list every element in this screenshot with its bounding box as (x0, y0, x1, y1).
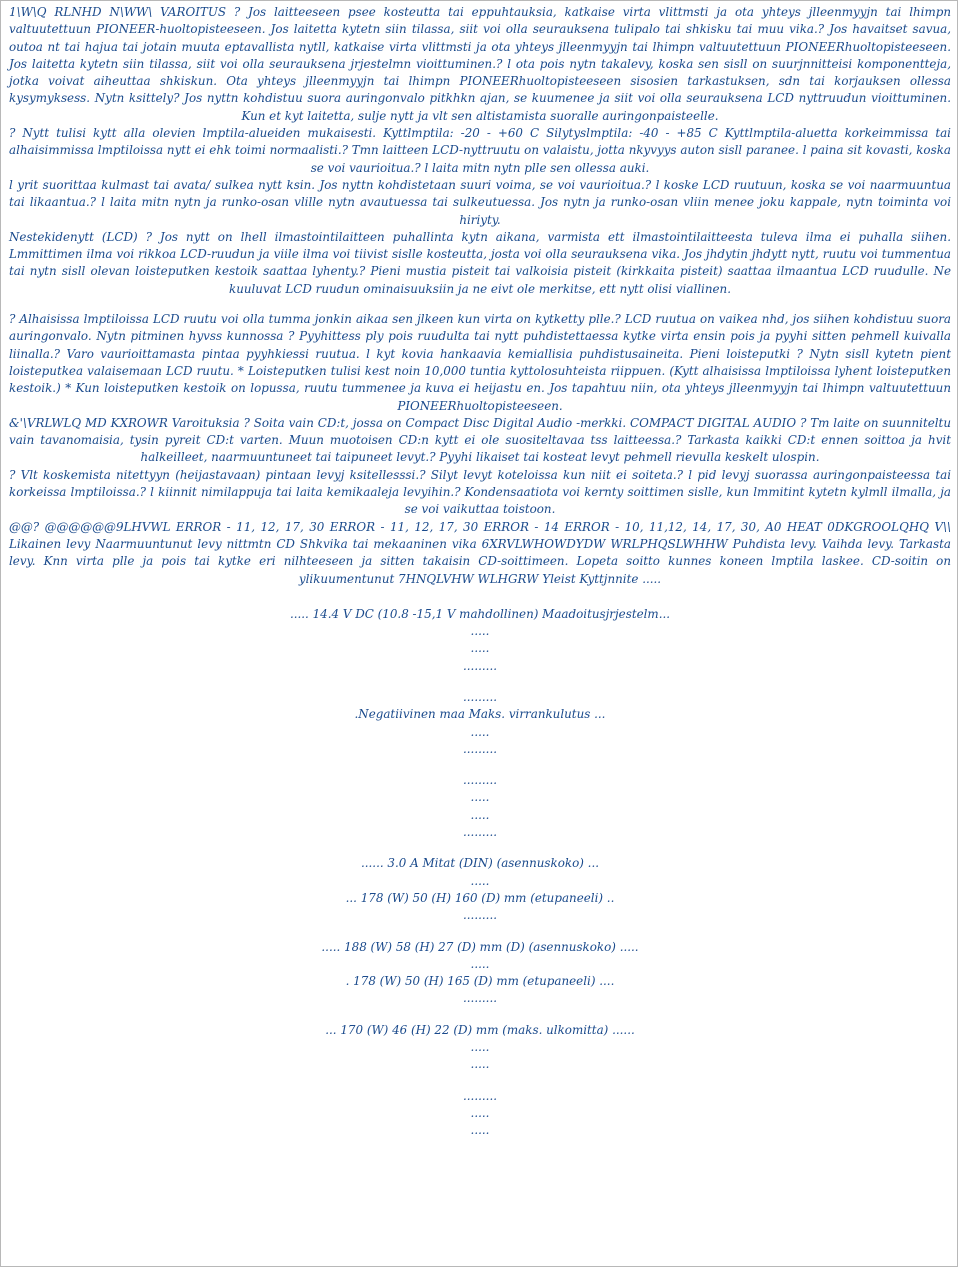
spec-line: ..... (470, 1123, 490, 1138)
document-body (1, 1, 957, 1140)
spec-line: .Negatiivinen maa Maks. virrankulutus ... (354, 707, 606, 722)
spec-line: ..... (470, 1040, 490, 1055)
paragraph-error-table: @@? @@@@@@9LHVWL ERROR - 11, 12, 17, 30 ERROR - 11, 12, 17, 30 ERROR - 14 ERROR - 10, 11,12, 14, 17, 30, A0 HEAT 0DKGROOLQHQ V\\ Likainen levy Naarmuuntunut levy nittmtn CD Shkvika tai mekaaninen vika 6XRVLWHOWDYDW WRLPHQSLWHHW Puhdista levy. Vaihda levy. Tarkasta levy. Knn virta plle ja pois tai kytke eri nilhteeseen ja sitten takaisin CD-soittimeen. Lopeta soitto kunnes koneen lmptila laskee. CD-soitin on ylikuumentunut 7HNQLVHW WLHGRW Yleist Kyttjnnite ..... (9, 519, 951, 586)
spec-line: ......... (462, 991, 498, 1006)
spec-line: ...... 3.0 A Mitat (DIN) (asennuskoko) ... (360, 856, 600, 871)
spec-line: ..... (470, 1105, 490, 1120)
spec-line: ..... (470, 724, 490, 739)
spec-line: ..... (470, 641, 490, 656)
spec-line: ... 170 (W) 46 (H) 22 (D) mm (maks. ulkomitta) ...... (325, 1022, 635, 1037)
spec-line: ......... (462, 1088, 498, 1103)
spec-line: ..... 188 (W) 58 (H) 27 (D) mm (D) (asennuskoko) ..... (321, 939, 639, 954)
paragraph-cd-handling: ? Vlt koskemista nitettyyn (heijastavaan) pintaan levyj ksitellesssi.? Silyt levyt koteloissa kun niit ei soiteta.? l pid levyj suorassa auringonpaisteessa tai korkeissa lmptiloissa.? l kiinnit nimilappuja tai laita kemikaaleja levyihin.? Kondensaatiota voi kernty soittimen sislle, kun lmmitint kytetn kylmll ilmalla, ja se voi vaikuttaa toistoon. (9, 467, 951, 517)
paragraph-display-handling: l yrit suorittaa kulmast tai avata/ sulkea nytt ksin. Jos nyttn kohdistetaan suuri voima, se voi vaurioitua.? l koske LCD ruutuun, koska se voi naarmuuntua tai likaantua.? l laita mitn nytn ja runko-osan vlille nytn avautuessa tai sulkeutuessa. Jos nytn ja runko-osan vliin menee joku kappale, nytn toiminta voi hiriyty. (9, 177, 951, 227)
spec-line: ......... (462, 689, 498, 704)
spec-line: . 178 (W) 50 (H) 165 (D) mm (etupaneeli) .... (345, 974, 615, 989)
spec-line: ..... (470, 956, 490, 971)
spec-line: ..... 14.4 V DC (10.8 -15,1 V mahdollinen) Maadoitusjrjestelm... (289, 606, 671, 621)
spec-line: ... 178 (W) 50 (H) 160 (D) mm (etupaneeli) .. (345, 890, 615, 905)
paragraph-lcd-care: ? Alhaisissa lmptiloissa LCD ruutu voi olla tumma jonkin aikaa sen jlkeen kun virta on kytketty plle.? LCD ruutua on vaikea nhd, jos siihen kohdistuu suora auringonvalo. Nytn pitminen hyvss kunnossa ? Pyyhittess ply pois ruudulta tai nytt puhdistettaessa kytke virta ensin pois ja pyyhi sitten pehmell kuivalla liinalla.? Varo vaurioittamasta pintaa pyyhkiessi ruutua. l kyt kovia hankaavia kemiallisia puhdistusaineita. Pieni loisteputki ? Nytn sisll kytetn pient loisteputkea valaisemaan LCD ruutu. * Loisteputken tulisi kest noin 10,000 tuntia kyttolosuhteista riippuen. (Kytt alhaisissa lmptiloissa lyhent loisteputken kestoik.) * Kun loisteputken kestoik on lopussa, ruutu tummenee ja kuva ei heijastu en. Jos tapahtuu niin, ota yhteys jlleenmyyjn tai lhimpn valtuutettuun PIONEERhuoltopisteeseen. (9, 312, 951, 413)
spec-line: ..... (470, 624, 490, 639)
spec-line: ..... (470, 1057, 490, 1072)
spec-line: ......... (462, 773, 498, 788)
paragraph-lcd: Nestekidenytt (LCD) ? Jos nytt on lhell ilmastointilaitteen puhallinta kytn aikana, varmista ett ilmastointilaitteesta tuleva ilma ei puhalla siihen. Lmmittimen ilma voi rikkoa LCD-ruudun ja viile ilma voi tiivist sislle kosteutta, josta voi olla seurauksena vika. Jos jhdytin jhdytt nytt, ruutu voi tummentua tai nytn sisll olevan loisteputken kestoik saattaa lyhenty.? Pieni mustia pisteit tai valkoisia pisteit (kirkkaita pisteit) saattaa ilmaantua LCD ruudulle. Ne kuuluvat LCD ruudun ominaisuuksiin ja ne eivt ole merkitse, ett nytt olisi viallinen. (9, 229, 951, 296)
paragraph-gap (9, 298, 951, 311)
spec-line: ..... (470, 873, 490, 888)
specifications-list (9, 606, 951, 1140)
spec-line: ......... (462, 658, 498, 673)
paragraph-temperature: ? Nytt tulisi kytt alla olevien lmptila-alueiden mukaisesti. Kyttlmptila: -20 - +60 C Silytyslmptila: -40 - +85 C Kyttlmptila-aluetta korkeimmissa tai alhaisimmissa lmptiloissa nytt ei ehk toimi normaalisti.? Tmn laitteen LCD-nyttruutu on valaistu, jotta nkyvyys auton sisll paranee. l paina sit kovasti, koska se voi vaurioitua.? l laita mitn nytn plle sen ollessa auki. (9, 126, 951, 175)
spec-line: ......... (462, 825, 498, 840)
spec-line: ......... (462, 741, 498, 756)
paragraph-cd-warnings: &'\VRLWLQ MD KXROWR Varoituksia ? Soita vain CD:t, jossa on Compact Disc Digital Audio -merkki. COMPACT DIGITAL AUDIO ? Tm laite on suunniteltu vain tavanomaisia, tysin pyreit CD:t varten. Muun muotoisen CD:n kytt ei ole suositeltavaa tss laitteessa.? Tarkasta kaikki CD:t ennen soittoa ja hvit halkeilleet, naarmuuntuneet tai taipuneet levyt.? Pyyhi likaiset tai kosteat levyt pehmell rievulla keskelt ulospin. (9, 415, 951, 465)
spec-line: ..... (470, 807, 490, 822)
spec-line: ..... (470, 790, 490, 805)
paragraph-warnings: 1\W\Q RLNHD N\WW\ VAROITUS ? Jos laitteeseen psee kosteutta tai eppuhtauksia, katkaise virta vlittmsti ja ota yhteys jlleenmyyjn tai lhimpn valtuutettuun PIONEER-huoltopisteeseen. Jos laitetta kytetn siin tilassa, siit voi olla seurauksena tulipalo tai shkisku tai muu vika.? Jos havaitset savua, outoa nt tai hajua tai jotain muuta eptavallista nytll, katkaise virta vlittmsti ja ota yhteys jlleenmyyjn tai lhimpn valtuutettuun PIONEERhuoltopisteeseen. Jos laitetta kytetn siin tilassa, siit voi olla seurauksena jrjestelmn vioittuminen.? l ota pois nytn takalevy, koska sen sisll on suurjnnitteisi komponentteja, jotka voivat aiheuttaa shkiskun. Ota yhteys jlleenmyyjn tai lhimpn PIONEERhuoltopisteeseen sisosien tarkastuksen, sdn tai korjauksen ollessa kysymyksess. Nytn ksittely? Jos nyttn kohdistuu suora auringonvalo pitkhkn ajan, se kuumenee ja siit voi olla seurauksena LCD nyttruudun vioittuminen. Kun et kyt laitetta, sulje nytt ja vlt sen altistamista suoralle auringonpaisteelle. (9, 5, 951, 123)
spec-line: ......... (462, 908, 498, 923)
